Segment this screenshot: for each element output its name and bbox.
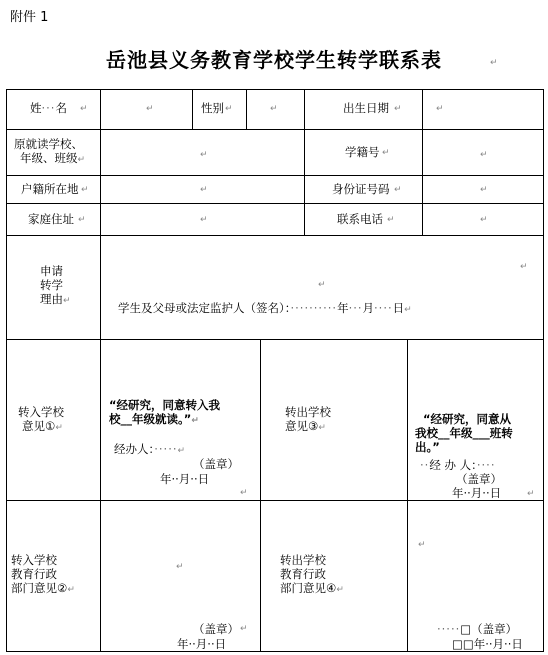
address-label: 家庭住址: [28, 212, 74, 226]
transfer-in-school-opinion: “经研究，同意转入我 校__年级就读。”↵: [109, 398, 221, 426]
name-label: 姓···名: [30, 101, 67, 115]
transfer-in-school-seal: （盖章）: [193, 457, 239, 471]
transfer-out-school-handler: ··经 办 人：····: [420, 458, 496, 472]
reason-label: 申请 转学 理由↵: [40, 264, 71, 306]
transfer-in-edu-seal: （盖章）: [193, 622, 239, 636]
phone-label: 联系电话: [337, 212, 383, 226]
transfer-in-school-handler: 经办人：·····↵: [114, 442, 186, 456]
prev-school-label: 原就读学校、 年级、班级↵: [14, 137, 86, 165]
transfer-out-edu-date: □□年··月··日: [452, 637, 523, 651]
transfer-out-school-opinion: “经研究，同意从 我校__年级___班转 出。”: [415, 412, 513, 454]
table-border-left: [6, 89, 7, 651]
col-divider: [260, 339, 261, 651]
transfer-in-edu-label: 转入学校 教育行政 部门意见②↵: [11, 553, 75, 595]
transfer-in-edu-date: 年··月··日: [177, 637, 227, 651]
guardian-signature-line: 学生及父母或法定监护人（签名）：··········年···月····日↵: [118, 301, 412, 315]
col-divider: [192, 89, 193, 129]
col-divider: [304, 89, 305, 235]
transfer-out-edu-label: 转出学校 教育行政 部门意见④↵: [280, 553, 344, 595]
transfer-out-edu-seal: ·····□（盖章）: [437, 622, 518, 636]
row-divider: [6, 500, 544, 501]
transfer-out-school-label: 转出学校 意见③↵: [285, 405, 331, 433]
col-divider: [407, 339, 408, 651]
row-divider: [6, 339, 544, 340]
transfer-in-school-label: 转入学校 意见①↵: [18, 405, 64, 433]
form-title: 岳池县义务教育学校学生转学联系表: [106, 48, 442, 72]
transfer-out-school-date: 年··月··日: [452, 486, 502, 500]
household-label: 户籍所在地: [21, 182, 79, 196]
transfer-out-school-seal: （盖章）: [456, 472, 502, 486]
attachment-label: 附件 1: [10, 10, 49, 25]
table-border-right: [543, 89, 544, 651]
id-number-label: 身份证号码: [332, 182, 390, 196]
birthdate-label: 出生日期: [343, 101, 389, 115]
table-border-bottom: [6, 651, 544, 652]
transfer-in-school-date: 年··月··日: [160, 472, 210, 486]
student-id-label: 学籍号: [345, 145, 380, 159]
gender-label: 性别: [201, 101, 224, 115]
